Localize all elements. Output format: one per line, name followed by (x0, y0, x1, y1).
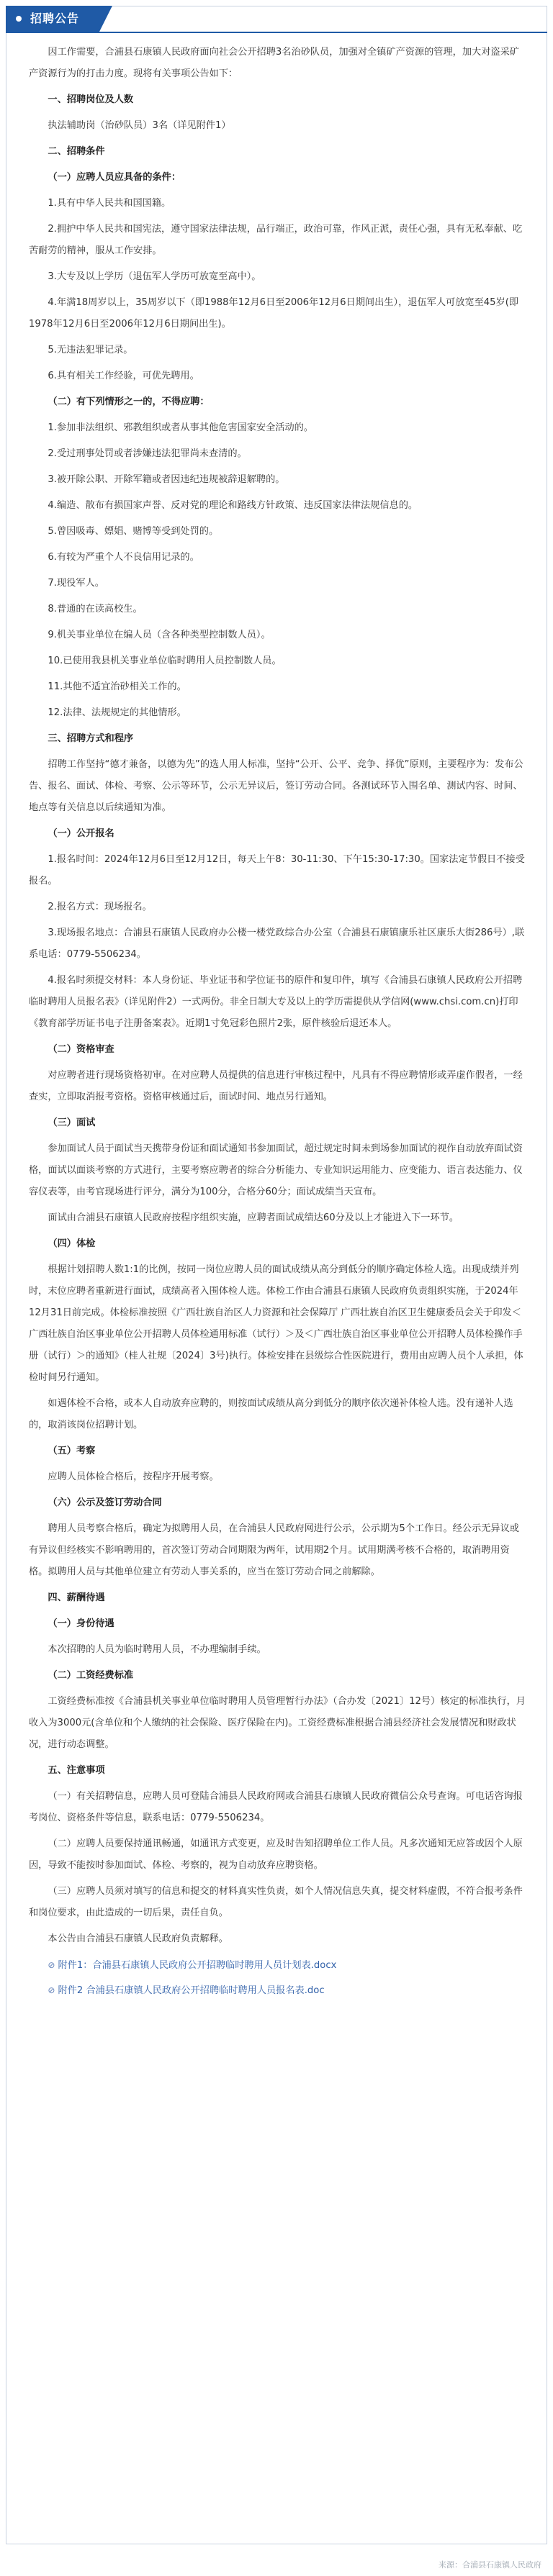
list-item: 6.具有相关工作经验，可优先聘用。 (48, 371, 199, 381)
article-body (29, 42, 526, 2005)
list-item: 8.普通的在读高校生。 (48, 604, 143, 614)
list-item: 1.参加非法组织、邪教组织或者从事其他危害国家安全活动的。 (48, 422, 314, 433)
header-tab (6, 6, 99, 32)
paragraph: 因工作需要，合浦县石康镇人民政府面向社会公开招聘3名治砂队员，加强对全镇矿产资源的管理，加大对盗采矿产资源行为的打击力度。现将有关事项公告如下： (29, 47, 519, 79)
attachment-link-1[interactable] (29, 1954, 526, 1977)
list-item: 3.现场报名地点：合浦县石康镇人民政府办公楼一楼党政综合办公室（合浦县石康镇康乐社区康乐大街286号）,联系电话：0779-5506234。 (29, 928, 525, 960)
section-heading: 三、招聘方式和程序 (48, 733, 134, 744)
paragraph: 招聘工作坚持“德才兼备，以德为先”的选人用人标准，坚持“公开、公平、竞争、择优”原则，主要程序为：发布公告、报名、面试、体检、考察、公示等环节，公示无异议后，签订劳动合同。各测试环节入围名单、测试内容、时间、地点等有关信息以后续通知为准。 (29, 759, 523, 813)
list-item: 1.报名时间：2024年12月6日至12月12日，每天上午8：30-11:30、下午15:30-17:30。国家法定节假日不接受报名。 (29, 854, 525, 886)
paragraph: 对应聘者进行现场资格初审。在对应聘人员提供的信息进行审核过程中，凡具有不得应聘情形或弄虚作假者，一经查实，立即取消报考资格。资格审核通过后，面试时间、地点另行通知。 (29, 1070, 523, 1102)
attachment-label: 附件1：合浦县石康镇人民政府公开招聘临时聘用人员计划表.docx (58, 1960, 337, 1971)
paragraph: 本次招聘的人员为临时聘用人员，不办理编制手续。 (48, 1644, 266, 1655)
subsection-heading: （一）身份待遇 (48, 1618, 114, 1629)
paragraph: 执法辅助岗（治砂队员）3名（详见附件1） (48, 120, 231, 131)
paragraph: （二）应聘人员要保持通讯畅通，如通讯方式变更，应及时告知招聘单位工作人员。凡多次通知无应答或因个人原因，导致不能按时参加面试、体检、考察的，视为自动放弃应聘资格。 (29, 1838, 523, 1871)
list-item: 2.报名方式：现场报名。 (48, 902, 152, 912)
paragraph: （三）应聘人员须对填写的信息和提交的材料真实性负责，如个人情况信息失真，提交材料虚假，不符合报考条件和岗位要求，由此造成的一切后果，责任自负。 (29, 1886, 523, 1918)
list-item: 12.法律、法规规定的其他情形。 (48, 707, 186, 718)
subsection-heading: （二）有下列情形之一的，不得应聘： (48, 396, 210, 407)
subsection-heading: （六）公示及签订劳动合同 (48, 1497, 162, 1508)
paragraph: 聘用人员考察合格后，确定为拟聘用人员，在合浦县人民政府网进行公示，公示期为5个工作日。经公示无异议或有异议但经核实不影响聘用的，首次签订劳动合同期限为两年，试用期2个月。试用期满考核不合格的，取消聘用资格。拟聘用人员与其他单位建立有劳动人事关系的，应当在签订劳动合同之前解除。 (29, 1523, 519, 1577)
list-item: 5.无违法犯罪记录。 (48, 345, 133, 355)
list-item: 10.已使用我县机关事业单位临时聘用人员控制数人员。 (48, 656, 282, 666)
list-item: 6.有较为严重个人不良信用记录的。 (48, 552, 199, 563)
list-item: 2.拥护中华人民共和国宪法，遵守国家法律法规，品行端正，政治可靠，作风正派，责任心强，具有无私奉献、吃苦耐劳的精神，服从工作安排。 (29, 224, 523, 256)
paperclip-icon: ⊘ (48, 1960, 55, 1970)
paragraph: 工资经费标准按《合浦县机关事业单位临时聘用人员管理暂行办法》（合办发〔2021〕12号）核定的标准执行，月收入为3000元(含单位和个人缴纳的社会保险、医疗保险在内)。工资经费标准根据合浦县经济社会发展情况和财政状况，进行动态调整。 (29, 1696, 526, 1750)
bullet-dot-icon (16, 16, 22, 22)
source-footer: 来源：合浦县石康镇人民政府 (439, 2560, 541, 2570)
header-title: 招聘公告 (30, 12, 80, 25)
list-item: 9.机关事业单位在编人员（含各种类型控制数人员）。 (48, 630, 271, 640)
paragraph: 应聘人员体检合格后，按程序开展考察。 (48, 1471, 219, 1482)
attachment-link-2[interactable] (29, 1979, 526, 2002)
subsection-heading: （五）考察 (48, 1446, 96, 1456)
section-heading: 五、注意事项 (48, 1765, 105, 1776)
list-item: 4.报名时须提交材料：本人身份证、毕业证书和学位证书的原件和复印件，填写《合浦县石康镇人民政府公开招聘临时聘用人员报名表》（详见附件2）一式两份。非全日制大专及以上的学历需提供从学信网(www.chsi.com.cn)打印《教育部学历证书电子注册备案表》。近期1寸免冠彩色照片2张，原件核验后退还本人。 (29, 975, 523, 1029)
section-heading: 一、招聘岗位及人数 (48, 94, 134, 105)
paragraph: （一）有关招聘信息，应聘人员可登陆合浦县人民政府网或合浦县石康镇人民政府微信公众号查询。可电话咨询报考岗位、资格条件等信息，联系电话：0779-5506234。 (29, 1791, 523, 1823)
subsection-heading: （三）面试 (48, 1117, 96, 1128)
paragraph: 根据计划招聘人数1:1的比例，按同一岗位应聘人员的面试成绩从高分到低分的顺序确定体检人选。出现成绩并列时，末位应聘者重新进行面试，成绩高者入围体检人选。体检工作由合浦县石康镇人民政府负责组织实施，于2024年12月31日前完成。体检标准按照《广西壮族自治区人力资源和社会保障厅 广西壮族自治区卫生健康委员会关于印发＜广西壮族自治区事业单位公开招聘人员体检通用标准（试行）＞及＜广西壮族自治区事业单位公开招聘人员体检操作手册（试行）＞的通知》（桂人社规〔2024〕3号)执行。体检安排在县级综合性医院进行，费用由应聘人员个人承担，体检时间另行通知。 (29, 1264, 523, 1383)
attachment-label: 附件2 合浦县石康镇人民政府公开招聘临时聘用人员报名表.doc (58, 1985, 325, 1996)
list-item: 3.被开除公职、开除军籍或者因违纪违规被辞退解聘的。 (48, 474, 285, 485)
paragraph: 参加面试人员于面试当天携带身份证和面试通知书参加面试，超过规定时间未到场参加面试的视作自动放弃面试资格，面试以面谈考察的方式进行，主要考察应聘者的综合分析能力、专业知识运用能力、应变能力、语言表达能力、仪容仪表等，由考官现场进行评分，满分为100分，合格分60分；面试成绩当天宣布。 (29, 1143, 523, 1197)
paragraph: 面试由合浦县石康镇人民政府按程序组织实施，应聘者面试成绩达60分及以上才能进入下一环节。 (48, 1212, 459, 1223)
subsection-heading: （四）体检 (48, 1238, 96, 1249)
paragraph: 本公告由合浦县石康镇人民政府负责解释。 (48, 1933, 228, 1944)
list-item: 7.现役军人。 (48, 578, 104, 589)
list-item: 11.其他不适宜治砂相关工作的。 (48, 681, 186, 692)
list-item: 1.具有中华人民共和国国籍。 (48, 198, 171, 209)
list-item: 4.编造、散布有损国家声誉、反对党的理论和路线方针政策、违反国家法律法规信息的。 (48, 500, 418, 511)
paragraph: 如遇体检不合格，或本人自动放弃应聘的，则按面试成绩从高分到低分的顺序依次递补体检人选。没有递补人选的，取消该岗位招聘计划。 (29, 1398, 513, 1430)
subsection-heading: （二）工资经费标准 (48, 1670, 134, 1681)
paperclip-icon: ⊘ (48, 1985, 55, 1995)
subsection-heading: （一）公开报名 (48, 828, 114, 839)
subsection-heading: （二）资格审查 (48, 1044, 114, 1055)
list-item: 3.大专及以上学历（退伍军人学历可放宽至高中）。 (48, 271, 261, 282)
list-item: 4.年满18周岁以上，35周岁以下（即1988年12月6日至2006年12月6日期间出生），退伍军人可放宽至45岁(即1978年12月6日至2006年12月6日期间出生)。 (29, 297, 519, 330)
subsection-heading: （一）应聘人员应具备的条件： (48, 172, 181, 183)
section-heading: 四、薪酬待遇 (48, 1592, 105, 1603)
list-item: 5.曾因吸毒、嫖娼、赌博等受到处罚的。 (48, 526, 219, 537)
header-bar (6, 6, 547, 33)
list-item: 2.受过刑事处罚或者涉嫌违法犯罪尚未查清的。 (48, 448, 247, 459)
section-heading: 二、招聘条件 (48, 146, 105, 157)
